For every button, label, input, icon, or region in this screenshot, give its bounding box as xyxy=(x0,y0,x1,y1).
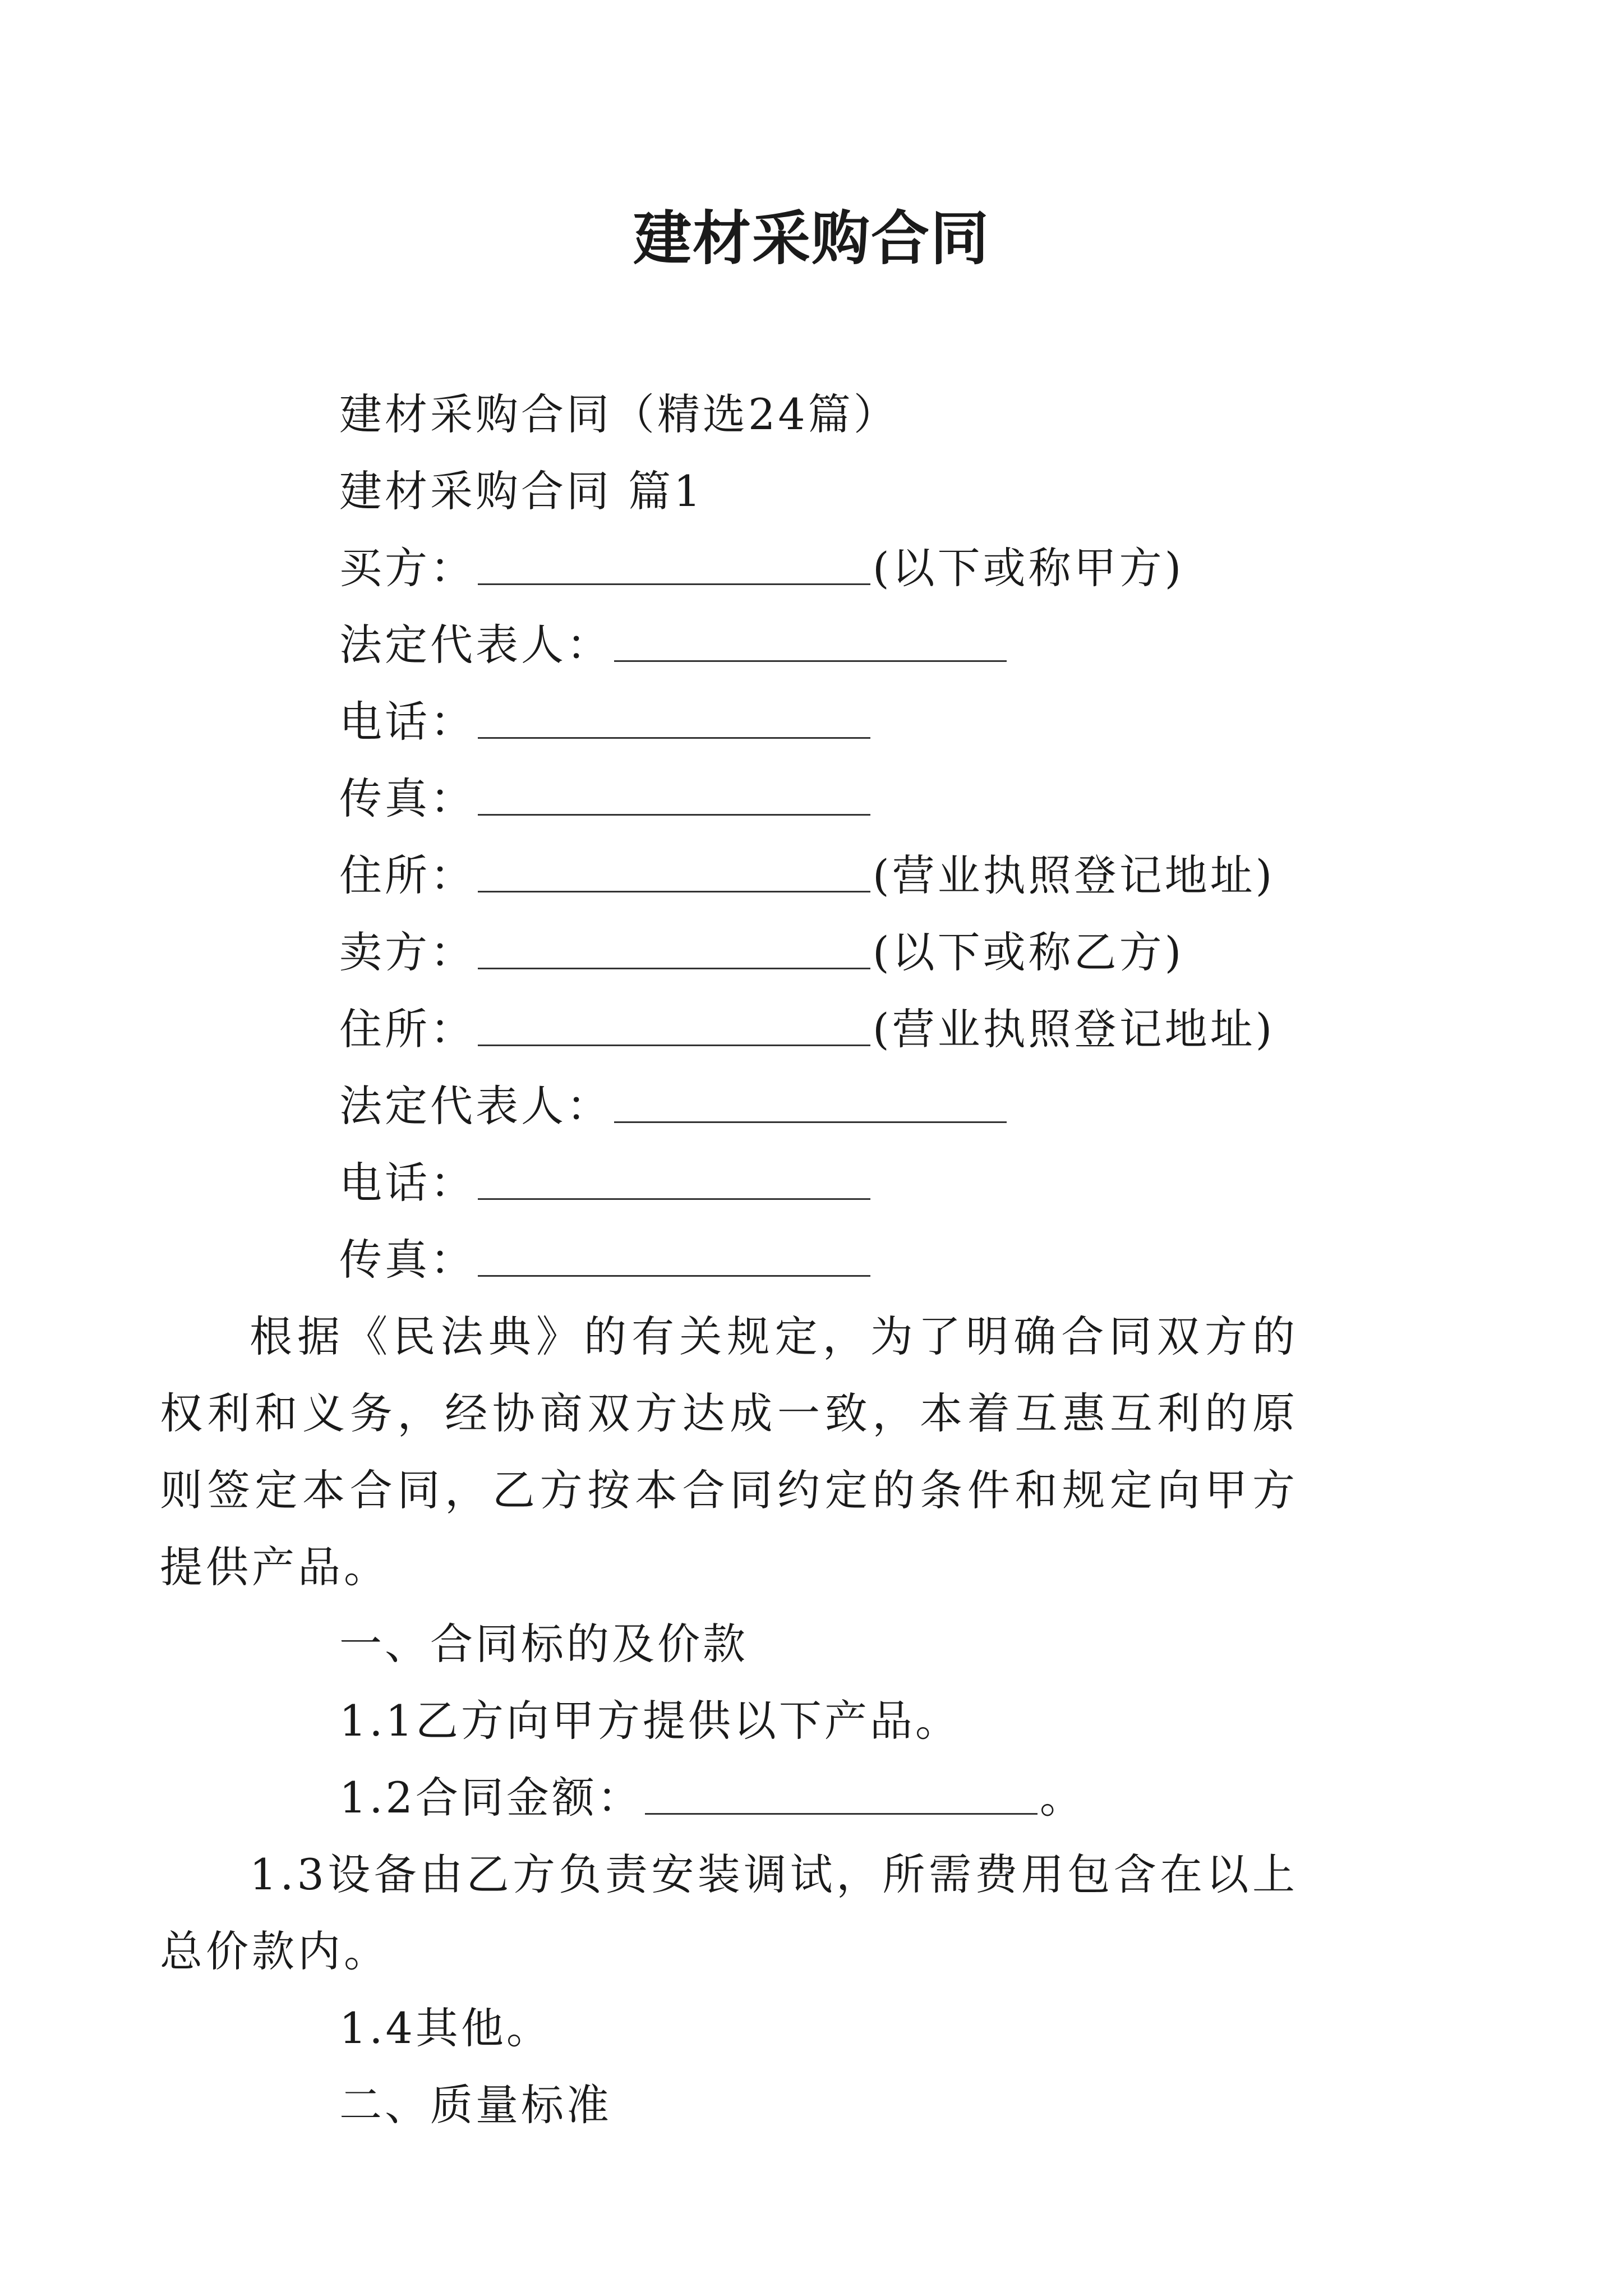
seller-address-row xyxy=(250,991,1388,1068)
seller-rep-label: 法定代表人： xyxy=(339,1081,612,1131)
buyer-phone-blank xyxy=(478,737,870,739)
buyer-address-blank xyxy=(478,890,870,892)
seller-fax-label: 传真： xyxy=(339,1235,476,1285)
seller-row xyxy=(250,914,1388,991)
buyer-note: (以下或称甲方) xyxy=(873,543,1184,593)
buyer-phone-row xyxy=(250,683,1388,760)
seller-address-label: 住所： xyxy=(339,1004,476,1054)
seller-address-blank xyxy=(478,1044,870,1046)
buyer-fax-label: 传真： xyxy=(339,774,476,823)
seller-rep-row xyxy=(250,1068,1388,1144)
document-title: 建材采购合同 xyxy=(633,204,990,273)
buyer-address-note: (营业执照登记地址) xyxy=(873,850,1275,900)
seller-phone-row xyxy=(250,1144,1388,1221)
preamble-paragraph: 根据《民法典》的有关规定，为了明确合同双方的权利和义务，经协商双方达成一致，本着互惠互利的原则签定本合同，乙方按本合同约定的条件和规定向甲方提供产品。 xyxy=(160,1312,1298,1592)
document-body xyxy=(160,376,1388,2143)
clause-1-2-end: 。 xyxy=(1039,1773,1085,1823)
buyer-blank xyxy=(478,583,870,585)
seller-phone-blank xyxy=(478,1198,870,1200)
section-1-heading: 一、合同标的及价款 xyxy=(339,1619,748,1669)
buyer-label: 买方： xyxy=(339,543,476,593)
contract-amount-blank xyxy=(645,1812,1038,1815)
seller-blank xyxy=(478,967,870,969)
seller-fax-blank xyxy=(478,1274,870,1277)
part-heading: 建材采购合同 篇1 xyxy=(339,466,704,516)
seller-fax-row xyxy=(250,1221,1388,1298)
seller-note: (以下或称乙方) xyxy=(873,927,1184,977)
buyer-rep-label: 法定代表人： xyxy=(339,620,612,670)
seller-address-note: (营业执照登记地址) xyxy=(873,1004,1275,1054)
buyer-rep-row xyxy=(250,606,1388,683)
seller-label: 卖方： xyxy=(339,927,476,977)
buyer-phone-label: 电话： xyxy=(339,697,476,747)
subtitle: 建材采购合同（精选24篇） xyxy=(339,389,899,439)
buyer-fax-blank xyxy=(478,813,870,816)
buyer-rep-blank xyxy=(614,660,1007,662)
seller-phone-label: 电话： xyxy=(339,1158,476,1208)
buyer-address-label: 住所： xyxy=(339,850,476,900)
clause-1-2-row xyxy=(250,1759,1388,1836)
clause-1-3: 1.3设备由乙方负责安装调试，所需费用包含在以上总价款内。 xyxy=(160,1849,1298,1976)
section-2-heading: 二、质量标准 xyxy=(339,2080,612,2130)
clause-1-4: 1.4其他。 xyxy=(339,2003,552,2053)
clause-1-2-label: 1.2合同金额： xyxy=(339,1773,643,1823)
seller-rep-blank xyxy=(614,1121,1007,1123)
buyer-row xyxy=(250,530,1388,606)
buyer-fax-row xyxy=(250,760,1388,837)
buyer-address-row xyxy=(250,837,1388,914)
clause-1-1: 1.1乙方向甲方提供以下产品。 xyxy=(339,1696,961,1746)
